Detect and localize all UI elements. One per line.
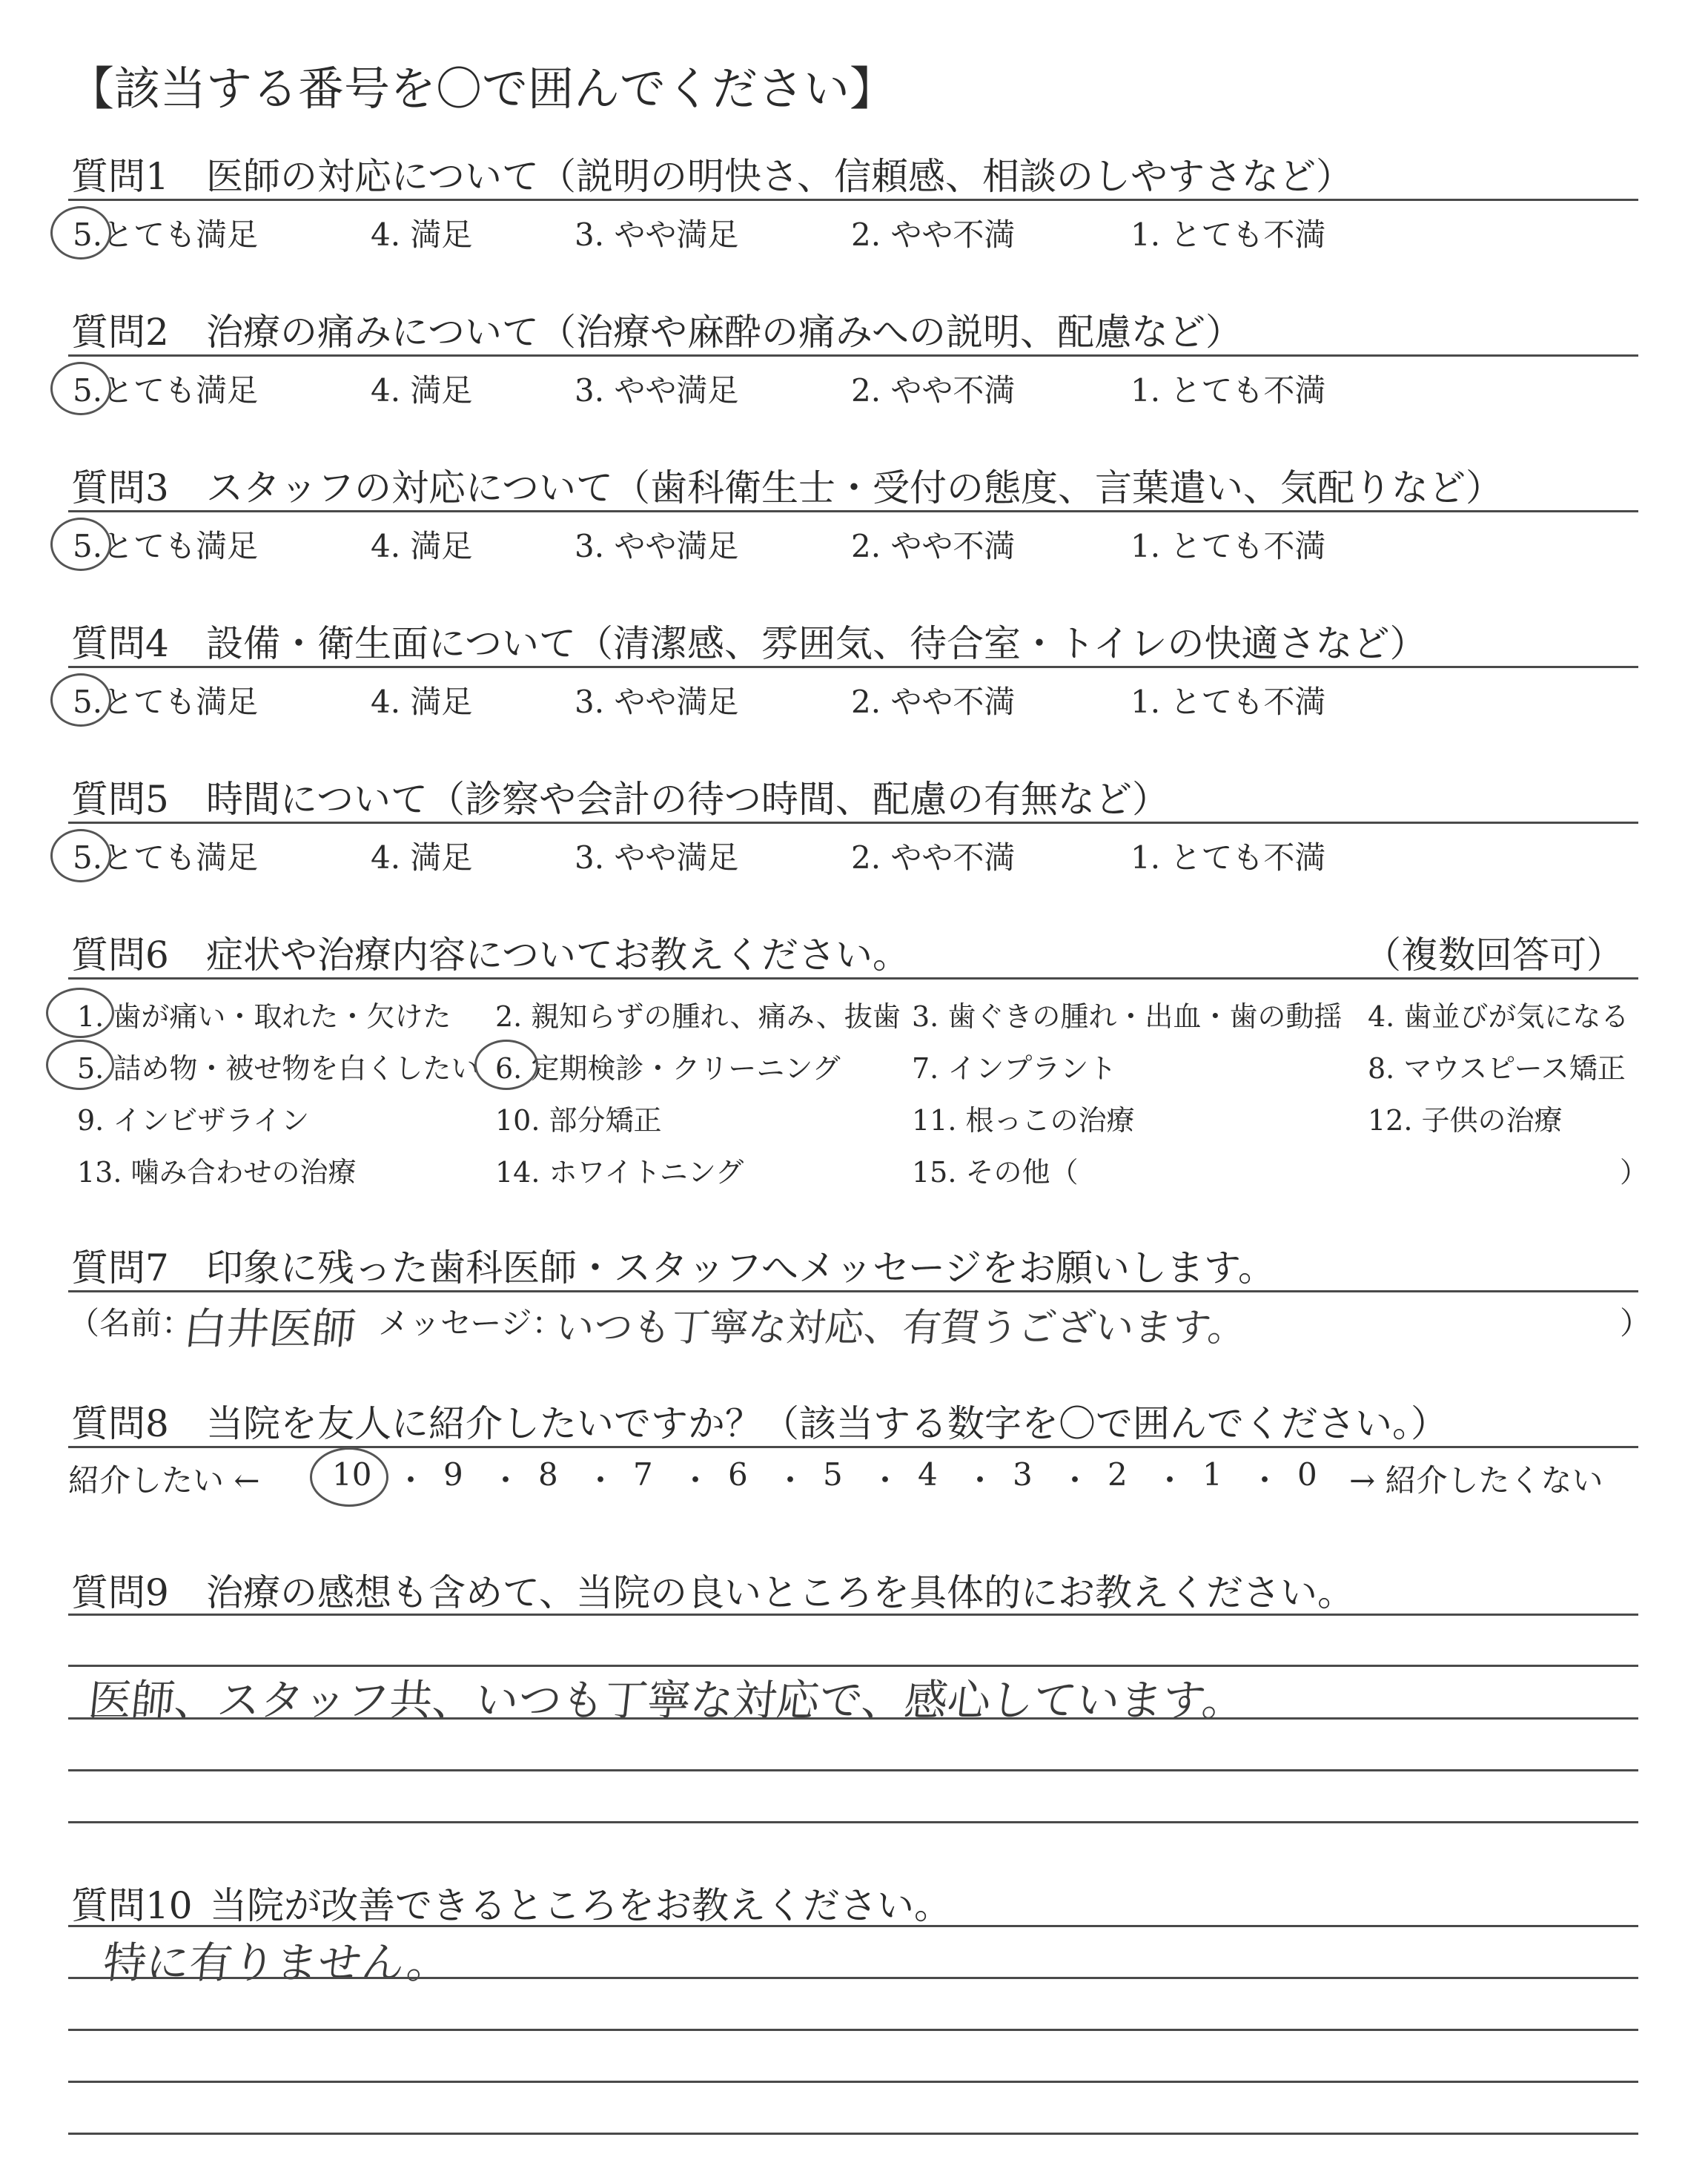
q10-text: 当院が改善できるところをお教えください。 [210, 1884, 951, 1927]
q5-option-4[interactable]: 4. 満足 [371, 839, 473, 876]
q2-selection-circle [50, 362, 111, 415]
q8-scale-dot: ・ [964, 1462, 996, 1499]
q6-rule [68, 977, 1638, 980]
q5-option-2[interactable]: 2. やや不満 [851, 839, 1016, 876]
q8-scale-7[interactable]: 7 [633, 1456, 653, 1493]
q5-option-1[interactable]: 1. とても不満 [1131, 839, 1326, 876]
q3-option-1[interactable]: 1. とても不満 [1131, 528, 1326, 564]
q1-selection-circle [50, 206, 111, 260]
q9-rule-4 [68, 1769, 1638, 1771]
q4-text: 設備・衛生面について（清潔感、雰囲気、待合室・トイレの快適さなど） [206, 622, 1427, 665]
q5-option-3[interactable]: 3. やや満足 [575, 839, 739, 876]
q4-label: 質問4 [71, 622, 169, 665]
q5-text: 時間について（診察や会計の待つ時間、配慮の有無など） [206, 778, 1169, 821]
q8-scale-0[interactable]: 0 [1297, 1456, 1317, 1493]
q6-option-7[interactable]: 7. インプラント [912, 1052, 1117, 1085]
q1-option-5[interactable]: 5.とても満足 [73, 217, 259, 253]
q9-text: 治療の感想も含めて、当院の良いところを具体的にお教えください。 [206, 1571, 1354, 1614]
q10-label: 質問10 [71, 1884, 193, 1927]
q8-label: 質問8 [71, 1402, 169, 1445]
q8-scale-dot: ・ [585, 1462, 617, 1499]
q8-scale-2[interactable]: 2 [1108, 1456, 1128, 1493]
q8-scale-3[interactable]: 3 [1013, 1456, 1033, 1493]
q2-text: 治療の痛みについて（治療や麻酔の痛みへの説明、配慮など） [206, 311, 1242, 354]
q6-option-6[interactable]: 6. 定期検診・クリーニング [495, 1052, 841, 1085]
q9-rule-1 [68, 1614, 1638, 1616]
q2-rule [68, 354, 1638, 357]
q3-rule [68, 510, 1638, 512]
q3-label: 質問3 [71, 466, 169, 509]
q2-label: 質問2 [71, 311, 169, 354]
q10-answer[interactable]: 特に有りません。 [100, 1938, 453, 1988]
q8-right-label: → 紹介したくない [1349, 1462, 1603, 1499]
q8-scale-dot: ・ [1059, 1462, 1091, 1499]
q1-option-1[interactable]: 1. とても不満 [1131, 217, 1326, 253]
q6-option-3[interactable]: 3. 歯ぐきの腫れ・出血・歯の動揺 [912, 1000, 1343, 1033]
q8-text: 当院を友人に紹介したいですか？（該当する数字を〇で囲んでください。） [206, 1402, 1448, 1445]
q5-label: 質問5 [71, 778, 169, 821]
q5-option-5[interactable]: 5.とても満足 [73, 839, 259, 876]
q9-rule-5 [68, 1821, 1638, 1823]
q7-rule [68, 1290, 1638, 1292]
q2-option-2[interactable]: 2. やや不満 [851, 372, 1016, 409]
q8-left-label: 紹介したい ← [68, 1462, 260, 1499]
q8-selection-circle [310, 1447, 388, 1507]
q1-rule [68, 199, 1638, 201]
q1-option-3[interactable]: 3. やや満足 [575, 217, 739, 253]
q6-option-4[interactable]: 4. 歯並びが気になる [1368, 1000, 1629, 1033]
q8-scale-5[interactable]: 5 [823, 1456, 843, 1493]
q5-rule [68, 822, 1638, 824]
q1-option-4[interactable]: 4. 満足 [371, 217, 473, 253]
q9-label: 質問9 [71, 1571, 169, 1614]
q3-option-4[interactable]: 4. 満足 [371, 528, 473, 564]
q7-name-label: （名前： [68, 1305, 193, 1341]
q8-scale-8[interactable]: 8 [538, 1456, 558, 1493]
q6-option-9[interactable]: 9. インビザライン [77, 1104, 310, 1137]
q8-rule [68, 1446, 1638, 1448]
q6-option-10[interactable]: 10. 部分矯正 [495, 1104, 662, 1137]
q6-option-5[interactable]: 5. 詰め物・被せ物を白くしたい [77, 1052, 480, 1085]
q4-option-4[interactable]: 4. 満足 [371, 684, 473, 720]
q7-message-value[interactable]: いつも丁寧な対応、有賀うございます。 [553, 1306, 1249, 1350]
q4-option-2[interactable]: 2. やや不満 [851, 684, 1016, 720]
q8-scale-dot: ・ [490, 1462, 522, 1499]
q9-rule-3 [68, 1717, 1638, 1720]
q2-option-1[interactable]: 1. とても不満 [1131, 372, 1326, 409]
q8-scale-dot: ・ [775, 1462, 807, 1499]
q10-rule-3 [68, 2029, 1638, 2031]
q7-text: 印象に残った歯科医師・スタッフへメッセージをお願いします。 [206, 1246, 1275, 1289]
q4-option-1[interactable]: 1. とても不満 [1131, 684, 1326, 720]
q8-scale-dot: ・ [680, 1462, 712, 1499]
q10-rule-4 [68, 2081, 1638, 2083]
form-title: 【該当する番号を〇で囲んでください】 [68, 62, 896, 116]
q6-selection-circle-1 [46, 988, 114, 1038]
q7-close-paren: ） [1620, 1305, 1652, 1341]
q3-text: スタッフの対応について（歯科衛生士・受付の態度、言葉遣い、気配りなど） [206, 466, 1503, 509]
q7-name-value[interactable]: 白井医師 [180, 1304, 359, 1354]
q7-label: 質問7 [71, 1246, 169, 1289]
q6-option-11[interactable]: 11. 根っこの治療 [912, 1104, 1135, 1137]
q3-option-3[interactable]: 3. やや満足 [575, 528, 739, 564]
q8-scale-dot: ・ [870, 1462, 901, 1499]
q4-option-5[interactable]: 5.とても満足 [73, 684, 259, 720]
q8-scale-9[interactable]: 9 [443, 1456, 463, 1493]
q5-selection-circle [50, 829, 111, 882]
q4-option-3[interactable]: 3. やや満足 [575, 684, 739, 720]
q8-scale-dot: ・ [1154, 1462, 1186, 1499]
q1-label: 質問1 [71, 155, 169, 198]
q9-answer[interactable]: 医師、スタッフ共、いつも丁寧な対応で、感心しています。 [85, 1675, 1248, 1725]
q6-option-15[interactable]: 15. その他（ [912, 1156, 1079, 1189]
q6-option-1[interactable]: 1. 歯が痛い・取れた・欠けた [77, 1000, 451, 1033]
q6-selection-circle-6 [474, 1040, 538, 1090]
q8-scale-1[interactable]: 1 [1202, 1456, 1222, 1493]
q6-option-2[interactable]: 2. 親知らずの腫れ、痛み、抜歯 [495, 1000, 901, 1033]
q3-option-5[interactable]: 5.とても満足 [73, 528, 259, 564]
q10-rule-5 [68, 2133, 1638, 2135]
q6-text: 症状や治療内容についてお教えください。 [206, 934, 910, 977]
q2-option-5[interactable]: 5.とても満足 [73, 372, 259, 409]
q4-rule [68, 666, 1638, 668]
q8-scale-4[interactable]: 4 [918, 1456, 938, 1493]
q1-text: 医師の対応について（説明の明快さ、信頼感、相談のしやすさなど） [206, 155, 1353, 198]
q8-scale-dot: ・ [1249, 1462, 1281, 1499]
q6-option-14[interactable]: 14. ホワイトニング [495, 1156, 744, 1189]
q6-note: （複数回答可） [1364, 934, 1623, 977]
q2-option-4[interactable]: 4. 満足 [371, 372, 473, 409]
q6-label: 質問6 [71, 934, 169, 977]
q3-selection-circle [50, 518, 111, 571]
q7-message-label: メッセージ： [378, 1305, 563, 1341]
q6-other-close-paren: ） [1620, 1156, 1649, 1189]
q10-rule-2 [68, 1977, 1638, 1979]
q8-scale-dot: ・ [395, 1462, 427, 1499]
q3-option-2[interactable]: 2. やや不満 [851, 528, 1016, 564]
q8-scale-6[interactable]: 6 [728, 1456, 748, 1493]
q6-selection-circle-5 [46, 1040, 114, 1090]
q4-selection-circle [50, 673, 111, 727]
q6-option-12[interactable]: 12. 子供の治療 [1368, 1104, 1563, 1137]
q1-option-2[interactable]: 2. やや不満 [851, 217, 1016, 253]
q6-option-8[interactable]: 8. マウスピース矯正 [1368, 1052, 1626, 1085]
q8-scale-10[interactable]: 10 [332, 1456, 372, 1493]
q6-option-13[interactable]: 13. 噛み合わせの治療 [77, 1156, 357, 1189]
q10-rule-1 [68, 1925, 1638, 1927]
q2-option-3[interactable]: 3. やや満足 [575, 372, 739, 409]
